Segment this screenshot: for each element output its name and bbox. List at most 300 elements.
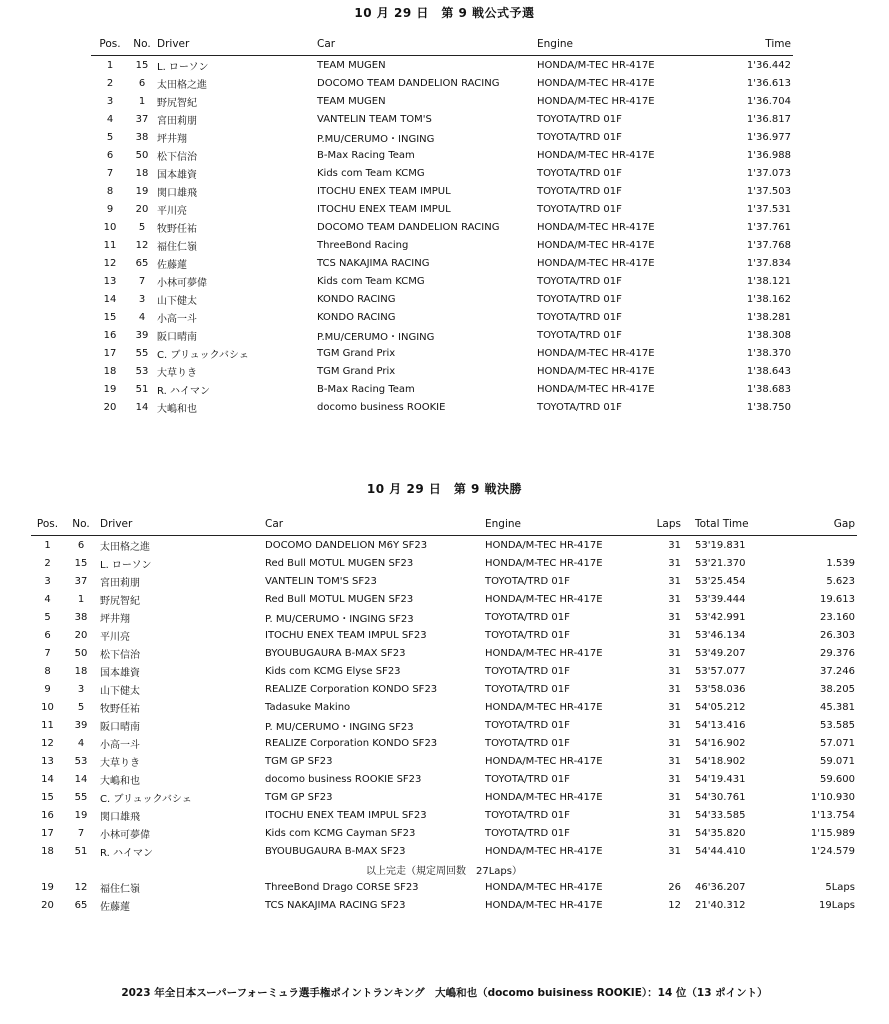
cell-engine: TOYOTA/TRD 01F bbox=[537, 203, 622, 215]
cell-engine: TOYOTA/TRD 01F bbox=[485, 665, 570, 677]
cell-pos: 20 bbox=[41, 899, 54, 911]
cell-car: DOCOMO DANDELION M6Y SF23 bbox=[265, 539, 428, 551]
cell-pos: 7 bbox=[44, 647, 51, 659]
table-row bbox=[31, 752, 857, 770]
cell-car: TCS NAKAJIMA RACING bbox=[317, 257, 430, 269]
cell-driver: 大草りき bbox=[157, 367, 197, 379]
cell-time: 1'36.442 bbox=[746, 59, 791, 71]
cell-pos: 10 bbox=[103, 221, 117, 233]
cell-total-time: 53'25.454 bbox=[695, 575, 746, 587]
cell-no: 15 bbox=[135, 59, 149, 71]
cell-driver: 山下健太 bbox=[157, 295, 197, 307]
cell-pos: 8 bbox=[44, 665, 51, 677]
table-row bbox=[31, 644, 857, 662]
cell-engine: TOYOTA/TRD 01F bbox=[485, 737, 570, 749]
cell-engine: TOYOTA/TRD 01F bbox=[537, 167, 622, 179]
cell-engine: TOYOTA/TRD 01F bbox=[537, 275, 622, 287]
cell-total-time: 53'58.036 bbox=[695, 683, 746, 695]
cell-car: TGM GP SF23 bbox=[265, 755, 333, 767]
cell-total-time: 54'16.902 bbox=[695, 737, 746, 749]
cell-pos: 19 bbox=[41, 881, 54, 893]
table-row bbox=[91, 182, 793, 200]
cell-driver: 松下信治 bbox=[100, 649, 140, 661]
cell-car: Kids com Team KCMG bbox=[317, 275, 425, 287]
cell-no: 12 bbox=[135, 239, 149, 251]
cell-pos: 4 bbox=[44, 593, 51, 605]
cell-pos: 12 bbox=[103, 257, 117, 269]
cell-pos: 19 bbox=[103, 383, 117, 395]
table-row bbox=[91, 326, 793, 344]
cell-no: 38 bbox=[135, 131, 149, 143]
cell-driver: 宮田莉朋 bbox=[157, 115, 197, 127]
cell-laps: 31 bbox=[668, 773, 681, 785]
cell-driver: 松下信治 bbox=[157, 151, 197, 163]
cell-driver: 小林可夢偉 bbox=[157, 277, 207, 289]
header-laps: Laps bbox=[643, 513, 683, 536]
cell-driver: 平川亮 bbox=[157, 205, 187, 217]
cell-car: DOCOMO TEAM DANDELION RACING bbox=[317, 77, 500, 89]
race-header-row bbox=[31, 513, 857, 536]
cell-pos: 1 bbox=[106, 59, 114, 71]
cell-engine: TOYOTA/TRD 01F bbox=[537, 329, 622, 341]
cell-pos: 5 bbox=[106, 131, 114, 143]
cell-time: 1'38.370 bbox=[746, 347, 791, 359]
cell-time: 1'38.643 bbox=[746, 365, 791, 377]
table-row bbox=[31, 806, 857, 824]
cell-no: 7 bbox=[77, 827, 85, 839]
cell-engine: HONDA/M-TEC HR-417E bbox=[485, 791, 603, 803]
cell-car: ThreeBond Drago CORSE SF23 bbox=[265, 881, 419, 893]
cell-gap: 53.585 bbox=[820, 719, 855, 731]
table-row bbox=[91, 92, 793, 110]
header-car: Car bbox=[315, 33, 535, 56]
cell-laps: 31 bbox=[668, 809, 681, 821]
cell-no: 53 bbox=[135, 365, 149, 377]
cell-car: KONDO RACING bbox=[317, 293, 396, 305]
cell-gap: 19Laps bbox=[819, 899, 855, 911]
cell-engine: TOYOTA/TRD 01F bbox=[485, 809, 570, 821]
table-row bbox=[31, 680, 857, 698]
cell-pos: 9 bbox=[44, 683, 51, 695]
cell-driver: 大嶋和也 bbox=[100, 775, 140, 787]
cell-no: 7 bbox=[138, 275, 146, 287]
cell-engine: TOYOTA/TRD 01F bbox=[537, 293, 622, 305]
cell-total-time: 54'35.820 bbox=[695, 827, 746, 839]
cell-laps: 31 bbox=[668, 611, 681, 623]
table-row bbox=[91, 290, 793, 308]
cell-driver: 大嶋和也 bbox=[157, 403, 197, 415]
cell-driver: 小高一斗 bbox=[157, 313, 197, 325]
cell-engine: HONDA/M-TEC HR-417E bbox=[485, 701, 603, 713]
table-row bbox=[91, 110, 793, 128]
race-title: 10 月 29 日 第 9 戦決勝 bbox=[366, 482, 523, 496]
cell-engine: TOYOTA/TRD 01F bbox=[537, 401, 622, 413]
qualifying-table bbox=[91, 33, 793, 416]
cell-total-time: 54'18.902 bbox=[695, 755, 746, 767]
cell-driver: 野尻智紀 bbox=[157, 97, 197, 109]
cell-no: 12 bbox=[74, 881, 88, 893]
cell-no: 3 bbox=[77, 683, 85, 695]
cell-pos: 16 bbox=[103, 329, 117, 341]
cell-pos: 3 bbox=[44, 575, 51, 587]
cell-gap: 26.303 bbox=[820, 629, 855, 641]
cell-gap: 23.160 bbox=[820, 611, 855, 623]
cell-pos: 18 bbox=[41, 845, 54, 857]
cell-no: 14 bbox=[135, 401, 149, 413]
cell-total-time: 54'44.410 bbox=[695, 845, 746, 857]
cell-car: docomo business ROOKIE SF23 bbox=[265, 773, 422, 785]
cell-total-time: 21'40.312 bbox=[695, 899, 746, 911]
table-row bbox=[31, 608, 857, 626]
table-row bbox=[91, 200, 793, 218]
cell-car: TGM GP SF23 bbox=[265, 791, 333, 803]
cell-gap: 59.071 bbox=[820, 755, 855, 767]
cell-pos: 5 bbox=[44, 611, 51, 623]
cell-no: 50 bbox=[135, 149, 149, 161]
cell-driver: 福住仁嶺 bbox=[157, 241, 197, 253]
cell-gap: 1'24.579 bbox=[810, 845, 855, 857]
cell-total-time: 46'36.207 bbox=[695, 881, 746, 893]
cell-laps: 31 bbox=[668, 665, 681, 677]
cell-engine: HONDA/M-TEC HR-417E bbox=[537, 77, 655, 89]
cell-engine: HONDA/M-TEC HR-417E bbox=[485, 593, 603, 605]
header-car: Car bbox=[263, 513, 483, 536]
cell-no: 5 bbox=[77, 701, 85, 713]
cell-no: 51 bbox=[135, 383, 149, 395]
cell-car: Tadasuke Makino bbox=[265, 701, 351, 713]
table-row bbox=[31, 716, 857, 734]
cell-engine: HONDA/M-TEC HR-417E bbox=[537, 239, 655, 251]
cell-total-time: 54'19.431 bbox=[695, 773, 746, 785]
cell-pos: 17 bbox=[41, 827, 54, 839]
cell-pos: 14 bbox=[41, 773, 54, 785]
cell-time: 1'38.121 bbox=[746, 275, 791, 287]
cell-engine: HONDA/M-TEC HR-417E bbox=[485, 845, 603, 857]
header-driver: Driver bbox=[98, 513, 263, 536]
cell-pos: 16 bbox=[41, 809, 54, 821]
cell-engine: HONDA/M-TEC HR-417E bbox=[485, 755, 603, 767]
cell-time: 1'38.308 bbox=[746, 329, 791, 341]
cell-engine: TOYOTA/TRD 01F bbox=[485, 629, 570, 641]
cell-engine: TOYOTA/TRD 01F bbox=[537, 185, 622, 197]
cell-car: DOCOMO TEAM DANDELION RACING bbox=[317, 221, 500, 233]
cell-time: 1'37.503 bbox=[746, 185, 791, 197]
table-row bbox=[31, 770, 857, 788]
cell-no: 3 bbox=[138, 293, 146, 305]
cell-driver: 阪口晴南 bbox=[100, 721, 140, 733]
cell-laps: 31 bbox=[668, 683, 681, 695]
cell-time: 1'36.988 bbox=[746, 149, 791, 161]
cell-car: P.MU/CERUMO・INGING bbox=[317, 331, 435, 343]
cell-time: 1'37.768 bbox=[746, 239, 791, 251]
cell-pos: 2 bbox=[106, 77, 114, 89]
cell-no: 39 bbox=[74, 719, 88, 731]
cell-no: 50 bbox=[74, 647, 88, 659]
cell-car: B-Max Racing Team bbox=[317, 149, 415, 161]
cell-no: 19 bbox=[74, 809, 88, 821]
cell-laps: 31 bbox=[668, 737, 681, 749]
cell-car: TGM Grand Prix bbox=[317, 365, 396, 377]
cell-engine: TOYOTA/TRD 01F bbox=[485, 575, 570, 587]
cell-total-time: 53'46.134 bbox=[695, 629, 746, 641]
cell-time: 1'36.613 bbox=[746, 77, 791, 89]
cell-car: TEAM MUGEN bbox=[317, 59, 386, 71]
cell-laps: 31 bbox=[668, 791, 681, 803]
cell-laps: 31 bbox=[668, 557, 681, 569]
cell-car: TCS NAKAJIMA RACING SF23 bbox=[265, 899, 406, 911]
classification-note: 以上完走（規定周回数 27Laps） bbox=[366, 865, 522, 877]
qualifying-title: 10 月 29 日 第 9 戦公式予選 bbox=[354, 6, 535, 20]
cell-pos: 15 bbox=[103, 311, 117, 323]
cell-pos: 11 bbox=[41, 719, 54, 731]
cell-no: 4 bbox=[77, 737, 85, 749]
cell-driver: 大草りき bbox=[100, 757, 140, 769]
cell-no: 55 bbox=[74, 791, 88, 803]
cell-gap: 1'15.989 bbox=[810, 827, 855, 839]
cell-pos: 18 bbox=[103, 365, 117, 377]
cell-time: 1'38.750 bbox=[746, 401, 791, 413]
cell-pos: 1 bbox=[44, 539, 51, 551]
cell-pos: 12 bbox=[41, 737, 54, 749]
cell-car: KONDO RACING bbox=[317, 311, 396, 323]
header-driver: Driver bbox=[155, 33, 315, 56]
table-row bbox=[31, 734, 857, 752]
cell-total-time: 54'30.761 bbox=[695, 791, 746, 803]
cell-engine: HONDA/M-TEC HR-417E bbox=[537, 149, 655, 161]
table-row bbox=[91, 344, 793, 362]
cell-pos: 6 bbox=[106, 149, 114, 161]
cell-car: Kids com KCMG Cayman SF23 bbox=[265, 827, 416, 839]
cell-pos: 15 bbox=[41, 791, 54, 803]
cell-car: P. MU/CERUMO・INGING SF23 bbox=[265, 721, 414, 733]
cell-total-time: 54'33.585 bbox=[695, 809, 746, 821]
cell-driver: 国本雄資 bbox=[100, 667, 140, 679]
cell-car: B-Max Racing Team bbox=[317, 383, 415, 395]
cell-driver: 関口雄飛 bbox=[157, 187, 197, 199]
table-row bbox=[91, 398, 793, 416]
table-row bbox=[91, 56, 793, 75]
cell-engine: TOYOTA/TRD 01F bbox=[485, 683, 570, 695]
cell-car: ITOCHU ENEX TEAM IMPUL bbox=[317, 203, 451, 215]
cell-driver: 佐藤蓮 bbox=[100, 901, 130, 913]
table-row bbox=[91, 74, 793, 92]
cell-no: 18 bbox=[74, 665, 88, 677]
cell-engine: HONDA/M-TEC HR-417E bbox=[537, 365, 655, 377]
cell-engine: HONDA/M-TEC HR-417E bbox=[537, 347, 655, 359]
cell-laps: 31 bbox=[668, 755, 681, 767]
cell-car: TGM Grand Prix bbox=[317, 347, 396, 359]
cell-no: 1 bbox=[138, 95, 146, 107]
cell-driver: 野尻智紀 bbox=[100, 595, 140, 607]
cell-time: 1'36.817 bbox=[746, 113, 791, 125]
cell-driver: L. ローソン bbox=[157, 61, 209, 73]
cell-time: 1'37.531 bbox=[746, 203, 791, 215]
cell-laps: 31 bbox=[668, 575, 681, 587]
cell-no: 1 bbox=[77, 593, 85, 605]
table-row bbox=[31, 536, 857, 555]
cell-gap: 29.376 bbox=[820, 647, 855, 659]
header-pos: Pos. bbox=[31, 513, 64, 536]
cell-gap: 5Laps bbox=[825, 881, 855, 893]
cell-engine: HONDA/M-TEC HR-417E bbox=[537, 257, 655, 269]
header-total-time: Total Time bbox=[683, 513, 778, 536]
cell-gap bbox=[778, 536, 857, 555]
cell-engine: HONDA/M-TEC HR-417E bbox=[485, 647, 603, 659]
classification-note-row bbox=[31, 860, 857, 878]
cell-driver: 小林可夢偉 bbox=[100, 829, 150, 841]
cell-driver: R. ハイマン bbox=[100, 847, 153, 859]
cell-no: 51 bbox=[74, 845, 88, 857]
cell-total-time: 53'19.831 bbox=[695, 539, 746, 551]
cell-driver: 坪井翔 bbox=[157, 133, 187, 145]
header-gap: Gap bbox=[778, 513, 857, 536]
cell-time: 1'36.977 bbox=[746, 131, 791, 143]
cell-driver: 阪口晴南 bbox=[157, 331, 197, 343]
cell-gap: 19.613 bbox=[820, 593, 855, 605]
cell-engine: TOYOTA/TRD 01F bbox=[485, 773, 570, 785]
cell-gap: 5.623 bbox=[826, 575, 855, 587]
cell-no: 65 bbox=[74, 899, 88, 911]
cell-laps: 31 bbox=[668, 593, 681, 605]
cell-pos: 10 bbox=[41, 701, 54, 713]
cell-engine: TOYOTA/TRD 01F bbox=[537, 311, 622, 323]
cell-total-time: 53'42.991 bbox=[695, 611, 746, 623]
cell-engine: HONDA/M-TEC HR-417E bbox=[485, 899, 603, 911]
table-row bbox=[91, 362, 793, 380]
cell-car: Red Bull MOTUL MUGEN SF23 bbox=[265, 593, 414, 605]
cell-car: ThreeBond Racing bbox=[317, 239, 409, 251]
header-pos: Pos. bbox=[91, 33, 129, 56]
cell-engine: HONDA/M-TEC HR-417E bbox=[537, 221, 655, 233]
header-no: No. bbox=[129, 33, 155, 56]
header-time: Time bbox=[685, 33, 793, 56]
table-row bbox=[91, 380, 793, 398]
cell-driver: 関口雄飛 bbox=[100, 811, 140, 823]
table-row bbox=[31, 878, 857, 896]
header-engine: Engine bbox=[535, 33, 685, 56]
cell-no: 5 bbox=[138, 221, 146, 233]
cell-driver: R. ハイマン bbox=[157, 385, 210, 397]
cell-gap: 1.539 bbox=[826, 557, 855, 569]
cell-laps: 31 bbox=[668, 845, 681, 857]
cell-pos: 3 bbox=[106, 95, 114, 107]
cell-driver: 小高一斗 bbox=[100, 739, 140, 751]
table-row bbox=[31, 788, 857, 806]
cell-car: ITOCHU ENEX TEAM IMPUL SF23 bbox=[265, 629, 427, 641]
cell-engine: HONDA/M-TEC HR-417E bbox=[485, 557, 603, 569]
table-row bbox=[31, 662, 857, 680]
cell-no: 37 bbox=[135, 113, 149, 125]
cell-car: docomo business ROOKIE bbox=[317, 401, 446, 413]
cell-driver: 国本雄資 bbox=[157, 169, 197, 181]
table-row bbox=[31, 896, 857, 914]
header-no: No. bbox=[64, 513, 98, 536]
header-engine: Engine bbox=[483, 513, 643, 536]
table-row bbox=[31, 698, 857, 716]
cell-driver: 平川亮 bbox=[100, 631, 130, 643]
cell-engine: HONDA/M-TEC HR-417E bbox=[537, 383, 655, 395]
cell-driver: C. ブリュックバシェ bbox=[100, 793, 192, 805]
table-row bbox=[91, 254, 793, 272]
cell-car: BYOUBUGAURA B-MAX SF23 bbox=[265, 845, 406, 857]
cell-driver: 太田格之進 bbox=[157, 79, 207, 91]
table-row bbox=[31, 824, 857, 842]
cell-no: 20 bbox=[74, 629, 88, 641]
table-row bbox=[31, 626, 857, 644]
cell-car: REALIZE Corporation KONDO SF23 bbox=[265, 683, 438, 695]
cell-driver: L. ローソン bbox=[100, 559, 152, 571]
cell-no: 37 bbox=[74, 575, 88, 587]
table-row bbox=[91, 218, 793, 236]
cell-car: VANTELIN TOM'S SF23 bbox=[265, 575, 377, 587]
cell-car: Red Bull MOTUL MUGEN SF23 bbox=[265, 557, 414, 569]
cell-engine: TOYOTA/TRD 01F bbox=[485, 719, 570, 731]
cell-car: ITOCHU ENEX TEAM IMPUL SF23 bbox=[265, 809, 427, 821]
cell-total-time: 53'57.077 bbox=[695, 665, 746, 677]
cell-laps: 31 bbox=[668, 719, 681, 731]
cell-gap: 1'13.754 bbox=[810, 809, 855, 821]
cell-car: VANTELIN TEAM TOM'S bbox=[317, 113, 432, 125]
cell-engine: TOYOTA/TRD 01F bbox=[537, 113, 622, 125]
cell-driver: 牧野任祐 bbox=[100, 703, 140, 715]
table-row bbox=[91, 308, 793, 326]
cell-car: TEAM MUGEN bbox=[317, 95, 386, 107]
cell-driver: 牧野任祐 bbox=[157, 223, 197, 235]
cell-laps: 31 bbox=[668, 647, 681, 659]
cell-total-time: 54'13.416 bbox=[695, 719, 746, 731]
cell-gap: 1'10.930 bbox=[810, 791, 855, 803]
cell-no: 55 bbox=[135, 347, 149, 359]
cell-no: 38 bbox=[74, 611, 88, 623]
cell-car: ITOCHU ENEX TEAM IMPUL bbox=[317, 185, 451, 197]
cell-no: 6 bbox=[138, 77, 146, 89]
cell-no: 65 bbox=[135, 257, 149, 269]
cell-driver: C. ブリュックバシェ bbox=[157, 349, 249, 361]
cell-car: P. MU/CERUMO・INGING SF23 bbox=[265, 613, 414, 625]
cell-pos: 7 bbox=[106, 167, 114, 179]
table-row bbox=[91, 272, 793, 290]
cell-total-time: 53'21.370 bbox=[695, 557, 746, 569]
cell-time: 1'36.704 bbox=[746, 95, 791, 107]
cell-laps: 26 bbox=[668, 881, 681, 893]
table-row bbox=[91, 164, 793, 182]
cell-engine: HONDA/M-TEC HR-417E bbox=[537, 59, 655, 71]
cell-no: 53 bbox=[74, 755, 88, 767]
cell-gap: 45.381 bbox=[820, 701, 855, 713]
table-row bbox=[91, 236, 793, 254]
cell-time: 1'37.834 bbox=[746, 257, 791, 269]
cell-pos: 8 bbox=[106, 185, 114, 197]
cell-pos: 17 bbox=[103, 347, 117, 359]
cell-time: 1'38.281 bbox=[746, 311, 791, 323]
qualifying-header-row bbox=[91, 33, 793, 56]
cell-total-time: 53'39.444 bbox=[695, 593, 746, 605]
cell-no: 18 bbox=[135, 167, 149, 179]
cell-engine: HONDA/M-TEC HR-417E bbox=[485, 539, 603, 551]
cell-engine: HONDA/M-TEC HR-417E bbox=[537, 95, 655, 107]
cell-engine: HONDA/M-TEC HR-417E bbox=[485, 881, 603, 893]
cell-pos: 11 bbox=[103, 239, 117, 251]
table-row bbox=[91, 128, 793, 146]
cell-driver: 福住仁嶺 bbox=[100, 883, 140, 895]
cell-driver: 佐藤蓮 bbox=[157, 259, 187, 271]
table-row bbox=[31, 554, 857, 572]
cell-car: Kids com KCMG Elyse SF23 bbox=[265, 665, 401, 677]
cell-car: Kids com Team KCMG bbox=[317, 167, 425, 179]
cell-no: 6 bbox=[77, 539, 85, 551]
cell-pos: 13 bbox=[103, 275, 117, 287]
cell-car: P.MU/CERUMO・INGING bbox=[317, 133, 435, 145]
